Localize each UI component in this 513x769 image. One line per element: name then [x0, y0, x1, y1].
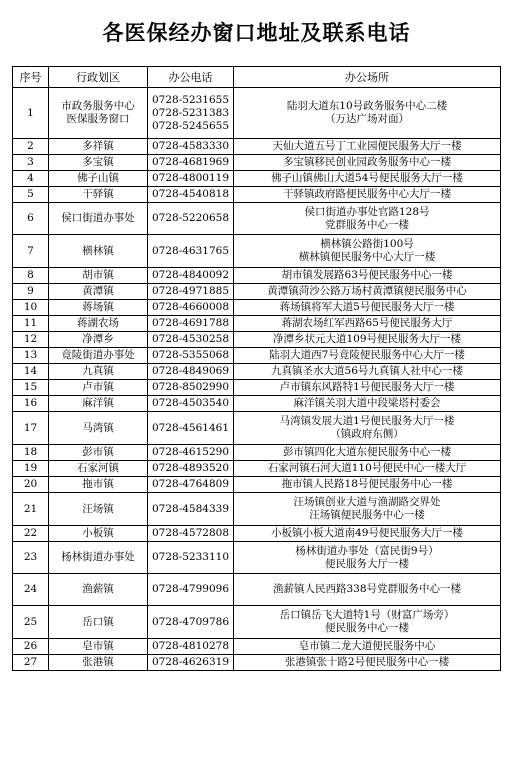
cell-address — [234, 526, 501, 542]
cell-address-line: （镇政府东侧） — [330, 428, 404, 440]
cell-region — [49, 316, 148, 332]
cell-address — [234, 284, 501, 300]
cell-phone-line: 0728-4615290 — [151, 446, 230, 458]
cell-region — [49, 268, 148, 284]
cell-seq-line: 12 — [23, 333, 38, 345]
table-row — [13, 364, 501, 380]
cell-region-line: 卢市镇 — [82, 381, 114, 393]
cell-address — [234, 364, 501, 380]
cell-region-line: 麻洋镇 — [82, 397, 114, 409]
cell-seq — [13, 606, 49, 639]
cell-seq — [13, 235, 49, 268]
cell-address — [234, 412, 501, 445]
cell-address-line: 张港镇张十路2号便民服务中心一楼 — [284, 656, 450, 668]
cell-seq — [13, 526, 49, 542]
cell-seq-line: 3 — [27, 156, 34, 168]
cell-phone-line: 0728-4540818 — [151, 188, 230, 200]
cell-address-line: 彭市镇四化大道东便民服务中心一楼 — [283, 446, 451, 458]
cell-seq — [13, 88, 49, 139]
cell-address-line: 天仙大道五号丁工业园便民服务大厅一楼 — [272, 140, 462, 152]
cell-phone — [148, 445, 234, 461]
cell-region-line: 彭市镇 — [82, 446, 114, 458]
cell-address — [234, 380, 501, 396]
cell-region — [49, 235, 148, 268]
cell-region-line: 九真镇 — [82, 365, 114, 377]
cell-address-line: 汪场镇创业大道与渔湖路交界处 — [293, 496, 441, 508]
cell-seq-line: 24 — [23, 583, 38, 595]
cell-phone-line: 0728-4840092 — [151, 269, 230, 281]
cell-address-line: 麻洋镇关羽大道中段梁塔村委会 — [293, 397, 441, 409]
cell-address-line: 胡市镇发展路63号便民服务中心一楼 — [281, 269, 453, 281]
cell-region — [49, 332, 148, 348]
cell-region-line: 黄潭镇 — [82, 285, 114, 297]
cell-region-line: 杨林街道办事处 — [61, 551, 135, 563]
cell-seq — [13, 380, 49, 396]
cell-address-line: 党群服务中心一楼 — [325, 218, 409, 231]
cell-seq — [13, 316, 49, 332]
cell-address — [234, 155, 501, 171]
cell-seq — [13, 348, 49, 364]
cell-address-line: 净潭乡状元大道109号便民服务大厅一楼 — [272, 333, 462, 345]
cell-region — [49, 461, 148, 477]
table-row — [13, 574, 501, 606]
cell-region — [49, 380, 148, 396]
cell-address-line: （万达广场对面） — [325, 113, 409, 125]
table-row — [13, 445, 501, 461]
cell-region — [49, 139, 148, 155]
cell-phone-line: 0728-8502990 — [151, 381, 230, 393]
cell-address — [234, 396, 501, 412]
cell-region — [49, 171, 148, 187]
cell-region — [49, 396, 148, 412]
table-body — [13, 88, 501, 671]
cell-seq-line: 25 — [23, 615, 38, 628]
cell-phone-line: 0728-5245655 — [151, 119, 230, 132]
cell-phone — [148, 316, 234, 332]
cell-address — [234, 477, 501, 493]
cell-phone — [148, 655, 234, 671]
cell-phone — [148, 300, 234, 316]
cell-address — [234, 235, 501, 268]
cell-phone-line: 0728-4660008 — [151, 301, 230, 313]
cell-phone — [148, 396, 234, 412]
cell-phone — [148, 171, 234, 187]
cell-phone — [148, 155, 234, 171]
cell-seq — [13, 268, 49, 284]
cell-region — [49, 445, 148, 461]
table-row — [13, 155, 501, 171]
cell-phone — [148, 412, 234, 445]
cell-phone-line: 0728-5220658 — [151, 212, 230, 224]
cell-address-line: 杨林街道办事处（富民街9号） — [295, 544, 439, 557]
cell-region-line: 净潭乡 — [82, 333, 114, 345]
cell-address-line: 拖市镇人民路18号便民服务中心一楼 — [281, 478, 453, 490]
header-phone: 办公电话 — [148, 67, 234, 88]
cell-address-line: 黄潭镇菏沙公路万场村黄潭镇便民服务中心 — [267, 285, 467, 297]
cell-address-line: 汪场镇便民服务中心一楼 — [309, 509, 425, 521]
cell-phone-line: 0728-4691788 — [151, 317, 230, 329]
cell-address — [234, 203, 501, 235]
cell-address-line: 蒋湖农场红军西路65号便民服务大厅 — [281, 317, 453, 329]
cell-address-line: 横林镇公路街100号 — [320, 238, 414, 250]
cell-seq — [13, 445, 49, 461]
cell-phone — [148, 461, 234, 477]
cell-address-line: 石家河镇石河大道110号便民中心一楼大厅 — [267, 462, 467, 474]
cell-phone-line: 0728-4626319 — [151, 656, 230, 668]
cell-seq-line: 17 — [23, 421, 38, 434]
cell-phone-line: 0728-4764809 — [151, 478, 230, 490]
table-row — [13, 268, 501, 284]
cell-address — [234, 574, 501, 606]
cell-region-line: 皂市镇 — [82, 640, 114, 652]
cell-seq-line: 19 — [23, 462, 38, 474]
cell-region — [49, 155, 148, 171]
cell-address — [234, 606, 501, 639]
cell-address — [234, 655, 501, 671]
cell-region-line: 侯口街道办事处 — [61, 212, 135, 224]
cell-phone-line: 0728-4893520 — [151, 462, 230, 474]
cell-phone-line: 0728-4583330 — [151, 140, 230, 152]
cell-seq — [13, 364, 49, 380]
cell-region — [49, 300, 148, 316]
table-row — [13, 284, 501, 300]
cell-region — [49, 639, 148, 655]
cell-phone-line: 0728-4503540 — [151, 397, 230, 409]
cell-phone — [148, 139, 234, 155]
cell-address — [234, 542, 501, 574]
cell-region — [49, 606, 148, 639]
cell-seq — [13, 655, 49, 671]
table-row — [13, 606, 501, 639]
cell-seq-line: 7 — [27, 244, 34, 257]
table-row — [13, 203, 501, 235]
cell-region — [49, 574, 148, 606]
cell-seq-line: 4 — [27, 172, 34, 184]
table-row — [13, 300, 501, 316]
table-row — [13, 235, 501, 268]
cell-seq — [13, 284, 49, 300]
cell-seq-line: 16 — [23, 397, 38, 409]
cell-phone-line: 0728-5231655 — [151, 93, 230, 106]
cell-phone — [148, 284, 234, 300]
cell-address-line: 蒋场镇将军大道5号便民服务大厅一楼 — [279, 301, 455, 313]
cell-address-line: 佛子山镇佛山大道54号便民服务大厅一楼 — [271, 172, 463, 184]
cell-region-line: 医保服务窗口 — [66, 113, 130, 125]
cell-seq-line: 18 — [23, 446, 38, 458]
cell-region-line: 横林镇 — [82, 244, 114, 257]
cell-phone — [148, 88, 234, 139]
cell-phone — [148, 477, 234, 493]
header-seq: 序号 — [13, 67, 49, 88]
cell-phone — [148, 639, 234, 655]
cell-seq — [13, 639, 49, 655]
cell-phone — [148, 542, 234, 574]
cell-region-line: 蒋湖农场 — [77, 317, 119, 329]
cell-region-line: 多宝镇 — [82, 156, 114, 168]
cell-seq — [13, 574, 49, 606]
cell-phone — [148, 332, 234, 348]
cell-phone — [148, 364, 234, 380]
cell-address-line: 便民服务中心一楼 — [325, 622, 409, 634]
cell-address-line: 皂市镇二龙大道便民服务中心 — [298, 640, 436, 652]
table-row — [13, 316, 501, 332]
table-row — [13, 493, 501, 526]
cell-phone-line: 0728-4681969 — [151, 156, 230, 168]
cell-phone — [148, 606, 234, 639]
cell-address-line: 岳口镇岳飞大道特1号（财富广场旁） — [279, 609, 455, 621]
cell-seq — [13, 542, 49, 574]
cell-phone-line: 0728-4810278 — [151, 640, 230, 652]
cell-region-line: 石家河镇 — [77, 462, 119, 474]
cell-address-line: 小板镇小板大道南49号便民服务大厅一楼 — [271, 527, 463, 539]
cell-phone-line: 0728-4800119 — [151, 172, 230, 184]
table-row — [13, 477, 501, 493]
cell-phone-line: 0728-4572808 — [151, 527, 230, 539]
table-row — [13, 412, 501, 445]
cell-seq-line: 26 — [23, 640, 38, 652]
cell-address-line: 卢市镇东风路特1号便民服务大厅一楼 — [279, 381, 455, 393]
cell-address-line: 陆羽大道西7号竟陵便民服务中心大厅一楼 — [269, 349, 465, 361]
cell-address — [234, 316, 501, 332]
cell-phone — [148, 268, 234, 284]
cell-region-line: 市政务服务中心 — [61, 100, 135, 112]
table-row — [13, 171, 501, 187]
cell-seq-line: 5 — [27, 188, 34, 200]
cell-seq — [13, 477, 49, 493]
cell-region-line: 拖市镇 — [82, 478, 114, 490]
cell-region — [49, 477, 148, 493]
cell-phone-line: 0728-4561461 — [151, 421, 230, 434]
cell-address — [234, 639, 501, 655]
cell-seq — [13, 155, 49, 171]
cell-region — [49, 187, 148, 203]
cell-seq — [13, 412, 49, 445]
table-row — [13, 526, 501, 542]
contact-table — [12, 66, 501, 671]
cell-address — [234, 493, 501, 526]
cell-seq — [13, 332, 49, 348]
cell-address — [234, 171, 501, 187]
cell-seq-line: 22 — [23, 527, 38, 539]
table-row — [13, 187, 501, 203]
cell-seq-line: 9 — [27, 285, 34, 297]
cell-phone — [148, 526, 234, 542]
cell-address — [234, 445, 501, 461]
cell-phone — [148, 203, 234, 235]
cell-seq-line: 23 — [23, 551, 38, 563]
cell-phone — [148, 348, 234, 364]
cell-seq — [13, 396, 49, 412]
cell-address-line: 陆羽大道东10号政务服务中心二楼 — [286, 100, 448, 112]
cell-region — [49, 203, 148, 235]
cell-address — [234, 139, 501, 155]
cell-region-line: 蒋场镇 — [82, 301, 114, 313]
cell-address-line: 侯口街道办事处官路128号 — [304, 205, 430, 218]
cell-address-line: 渔薪镇人民西路338号党群服务中心一楼 — [272, 583, 462, 595]
cell-region — [49, 88, 148, 139]
page-title: 各医保经办窗口地址及联系电话 — [102, 20, 411, 45]
cell-seq — [13, 203, 49, 235]
table-row — [13, 655, 501, 671]
cell-phone-line: 0728-4530258 — [151, 333, 230, 345]
cell-address-line: 多宝镇移民创业园政务服务中心一楼 — [283, 156, 451, 168]
cell-seq — [13, 300, 49, 316]
cell-region-line: 干驿镇 — [82, 188, 114, 200]
table-header-row — [13, 67, 501, 88]
cell-address — [234, 461, 501, 477]
table-row — [13, 348, 501, 364]
cell-address-line: 干驿镇政府路便民服务中心大厅一楼 — [283, 188, 451, 200]
cell-region-line: 胡市镇 — [82, 269, 114, 281]
table-row — [13, 396, 501, 412]
cell-region — [49, 364, 148, 380]
cell-seq-line: 20 — [23, 478, 38, 490]
cell-seq — [13, 461, 49, 477]
cell-seq-line: 8 — [27, 269, 34, 281]
header-region: 行政划区 — [49, 67, 148, 88]
cell-region — [49, 655, 148, 671]
cell-phone — [148, 235, 234, 268]
cell-address — [234, 300, 501, 316]
cell-region-line: 岳口镇 — [82, 615, 114, 628]
cell-phone-line: 0728-5233110 — [151, 551, 230, 563]
cell-seq-line: 11 — [23, 317, 38, 329]
cell-region — [49, 526, 148, 542]
cell-region-line: 渔薪镇 — [82, 583, 114, 595]
cell-region-line: 马湾镇 — [82, 421, 114, 434]
cell-address — [234, 88, 501, 139]
table-row — [13, 332, 501, 348]
cell-phone — [148, 493, 234, 526]
cell-seq — [13, 171, 49, 187]
cell-phone-line: 0728-4971885 — [151, 285, 230, 297]
cell-phone-line: 0728-4799096 — [151, 583, 230, 595]
table-row — [13, 461, 501, 477]
table-row — [13, 88, 501, 139]
cell-phone-line: 0728-4584339 — [151, 502, 230, 515]
cell-seq — [13, 139, 49, 155]
cell-phone-line: 0728-5231383 — [151, 106, 230, 119]
cell-seq — [13, 187, 49, 203]
cell-region-line: 多祥镇 — [82, 140, 114, 152]
table-row — [13, 139, 501, 155]
cell-address-line: 马湾镇发展大道1号便民服务大厅一楼 — [279, 415, 455, 427]
cell-region-line: 张港镇 — [82, 656, 114, 668]
cell-address — [234, 268, 501, 284]
cell-seq-line: 13 — [23, 349, 38, 361]
cell-phone-line: 0728-5355068 — [151, 349, 230, 361]
cell-region-line: 小板镇 — [82, 527, 114, 539]
cell-address-line: 便民服务大厅一楼 — [325, 557, 409, 570]
cell-seq — [13, 493, 49, 526]
header-address: 办公场所 — [234, 67, 501, 88]
cell-seq-line: 1 — [27, 106, 34, 119]
cell-address — [234, 348, 501, 364]
cell-phone — [148, 574, 234, 606]
cell-address-line: 横林镇便民服务中心大厅一楼 — [298, 251, 436, 263]
cell-address — [234, 187, 501, 203]
cell-region-line: 汪场镇 — [82, 502, 114, 515]
cell-seq-line: 15 — [23, 381, 38, 393]
cell-phone — [148, 380, 234, 396]
cell-phone-line: 0728-4709786 — [151, 615, 230, 628]
cell-region — [49, 493, 148, 526]
cell-seq-line: 21 — [23, 502, 38, 515]
table-row — [13, 380, 501, 396]
cell-region-line: 竟陵街道办事处 — [61, 349, 135, 361]
cell-seq-line: 6 — [27, 212, 34, 224]
cell-address — [234, 332, 501, 348]
cell-seq-line: 14 — [23, 365, 38, 377]
cell-region — [49, 412, 148, 445]
cell-seq-line: 2 — [27, 140, 34, 152]
cell-address-line: 九真镇圣水大道56号九真镇人社中心一楼 — [271, 365, 463, 377]
table-row — [13, 639, 501, 655]
cell-phone-line: 0728-4849069 — [151, 365, 230, 377]
cell-region — [49, 542, 148, 574]
cell-phone-line: 0728-4631765 — [151, 244, 230, 257]
cell-region — [49, 348, 148, 364]
cell-seq-line: 27 — [23, 656, 38, 668]
cell-phone — [148, 187, 234, 203]
table-row — [13, 542, 501, 574]
cell-seq-line: 10 — [23, 301, 38, 313]
cell-region-line: 佛子山镇 — [77, 172, 119, 184]
cell-region — [49, 284, 148, 300]
